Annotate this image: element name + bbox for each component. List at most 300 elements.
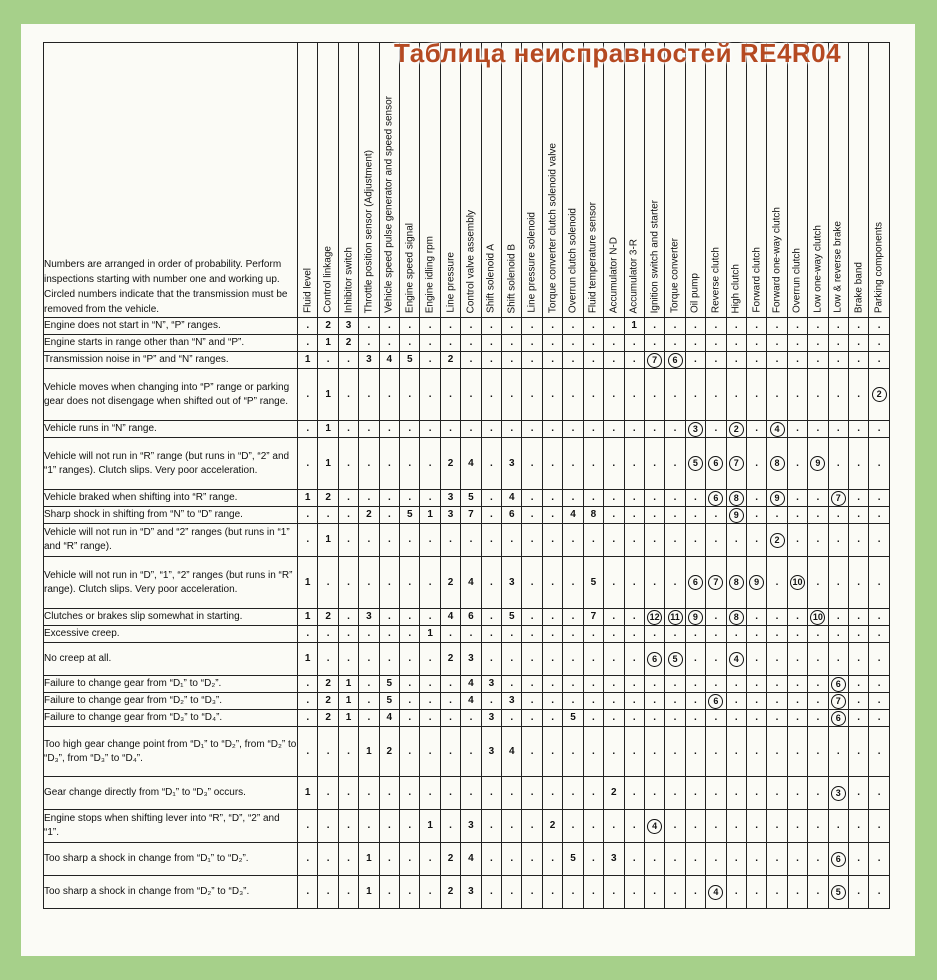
value-cell: . [685,710,705,727]
value-cell: . [644,710,664,727]
value-cell: . [359,369,379,421]
value-cell: . [583,777,603,810]
value-cell: . [746,318,766,335]
value-cell: . [685,369,705,421]
value-cell: 2 [440,352,460,369]
value-cell [685,438,705,490]
value-cell: . [400,490,420,507]
value-cell: . [359,626,379,643]
value-cell: . [808,352,828,369]
column-header-label: Throttle position sensor (Adjustment) [363,149,375,313]
symptom-cell: Vehicle runs in “N” range. [44,421,298,438]
value-cell: . [502,876,522,909]
table-row [44,810,890,843]
column-header [542,43,562,318]
value-cell: . [685,676,705,693]
symptom-cell: Failure to change gear from “D₁” to “D₂”. [44,676,298,693]
value-cell: . [359,490,379,507]
value-cell: . [685,318,705,335]
value-cell: . [359,777,379,810]
circled-number: 6 [647,652,662,667]
value-cell: . [624,777,644,810]
value-cell: . [298,626,318,643]
symptom-cell: Vehicle braked when shifting into “R” range. [44,490,298,507]
value-cell: . [644,693,664,710]
table-row [44,421,890,438]
value-cell: . [746,490,766,507]
value-cell: . [848,727,868,777]
value-cell: . [685,490,705,507]
value-cell: . [828,643,848,676]
value-cell: . [420,335,440,352]
value-cell [828,710,848,727]
value-cell: . [420,843,440,876]
value-cell: . [461,352,481,369]
value-cell: . [869,727,889,777]
value-cell [644,609,664,626]
value-cell: . [563,352,583,369]
value-cell: . [502,810,522,843]
value-cell: . [644,777,664,810]
value-cell: . [604,876,624,909]
value-cell: . [583,643,603,676]
value-cell [828,876,848,909]
value-cell: . [767,557,787,609]
value-cell: . [848,643,868,676]
value-cell: . [787,876,807,909]
column-header [726,43,746,318]
value-cell: 4 [379,352,399,369]
value-cell: . [461,524,481,557]
value-cell: . [542,676,562,693]
value-cell: . [828,318,848,335]
value-cell: 1 [359,727,379,777]
value-cell: . [420,490,440,507]
value-cell: . [787,507,807,524]
value-cell: . [869,524,889,557]
value-cell: . [848,626,868,643]
circled-number: 9 [688,610,703,625]
value-cell: . [379,335,399,352]
value-cell: . [542,352,562,369]
value-cell: . [583,810,603,843]
value-cell: . [318,507,338,524]
value-cell: . [359,693,379,710]
value-cell: . [522,876,542,909]
value-cell [767,524,787,557]
value-cell: . [685,810,705,843]
symptom-cell: Too high gear change point from “D₁” to “D₂”, from “D₂” to “D₃”, from “D₃” to “D₄”. [44,727,298,777]
value-cell: . [298,318,318,335]
value-cell: . [583,710,603,727]
value-cell: . [746,369,766,421]
value-cell: . [481,421,501,438]
value-cell: . [298,676,318,693]
column-header-label: Inhibitor switch [343,246,355,313]
value-cell: . [665,710,685,727]
column-header [604,43,624,318]
value-cell: 6 [502,507,522,524]
circled-number: 7 [647,353,662,368]
value-cell: 5 [461,490,481,507]
value-cell: . [420,369,440,421]
value-cell: . [440,421,460,438]
value-cell: . [400,676,420,693]
value-cell: . [379,507,399,524]
table-row [44,507,890,524]
value-cell: . [746,438,766,490]
column-header-label: Overrun clutch [791,247,803,313]
value-cell: 1 [318,438,338,490]
value-cell: . [808,810,828,843]
column-header-label: Parking components [873,221,885,313]
value-cell: . [706,335,726,352]
value-cell: 4 [502,727,522,777]
value-cell: . [522,557,542,609]
value-cell: . [808,335,828,352]
symptom-cell: Vehicle moves when changing into “P” range or parking gear does not disengage when shifted out of “P” range. [44,369,298,421]
value-cell: . [828,609,848,626]
symptom-cell: Too sharp a shock in change from “D₁” to “D₂”. [44,843,298,876]
value-cell: . [685,843,705,876]
value-cell: . [644,557,664,609]
value-cell: . [808,710,828,727]
value-cell: . [461,335,481,352]
value-cell: . [481,876,501,909]
value-cell: . [440,318,460,335]
value-cell: . [338,609,358,626]
value-cell: . [400,438,420,490]
value-cell: . [502,843,522,876]
value-cell: . [400,318,420,335]
value-cell: . [665,369,685,421]
value-cell: . [502,643,522,676]
table-row [44,676,890,693]
column-header [298,43,318,318]
value-cell: . [481,318,501,335]
value-cell: . [481,352,501,369]
value-cell: . [522,438,542,490]
column-header-label: Shift solenoid B [506,243,518,313]
circled-number: 4 [708,885,723,900]
value-cell: . [604,609,624,626]
value-cell [685,421,705,438]
value-cell: 2 [318,676,338,693]
troubleshooting-table-sheet [43,42,889,942]
value-cell: . [461,777,481,810]
value-cell: . [420,609,440,626]
value-cell: . [685,626,705,643]
value-cell: . [318,810,338,843]
column-header [379,43,399,318]
column-header [665,43,685,318]
circled-number: 6 [668,353,683,368]
value-cell: . [420,352,440,369]
value-cell: . [787,626,807,643]
value-cell: . [542,524,562,557]
value-cell: . [379,626,399,643]
column-header-label: Shift solenoid A [485,244,497,313]
value-cell: . [522,490,542,507]
value-cell: . [563,490,583,507]
value-cell: . [644,318,664,335]
circled-number: 3 [831,786,846,801]
value-cell: 1 [420,626,440,643]
value-cell: 1 [298,609,318,626]
value-cell: . [379,490,399,507]
value-cell: . [298,335,318,352]
value-cell: . [298,727,318,777]
column-header [318,43,338,318]
value-cell: . [359,421,379,438]
value-cell: . [461,369,481,421]
value-cell: 3 [502,438,522,490]
value-cell: . [644,843,664,876]
value-cell: . [440,676,460,693]
value-cell: . [563,557,583,609]
value-cell: . [542,490,562,507]
column-header [869,43,889,318]
value-cell: . [400,727,420,777]
value-cell: . [706,643,726,676]
value-cell: . [848,335,868,352]
value-cell: . [522,693,542,710]
value-cell: . [767,369,787,421]
value-cell: 3 [461,810,481,843]
symptom-cell: Sharp shock in shifting from “N” to “D” range. [44,507,298,524]
value-cell [828,490,848,507]
value-cell: . [685,777,705,810]
value-cell: . [869,421,889,438]
value-cell: . [604,693,624,710]
value-cell: . [522,810,542,843]
value-cell [665,643,685,676]
value-cell: . [338,369,358,421]
value-cell: . [604,318,624,335]
value-cell: 1 [420,810,440,843]
value-cell: . [726,693,746,710]
value-cell: . [767,318,787,335]
value-cell: . [583,318,603,335]
circled-number: 5 [668,652,683,667]
value-cell [767,490,787,507]
value-cell [665,609,685,626]
value-cell: . [481,507,501,524]
value-cell: . [624,369,644,421]
value-cell: . [563,777,583,810]
value-cell: 1 [298,352,318,369]
value-cell: . [440,524,460,557]
value-cell: . [461,421,481,438]
column-header-label: Oil pump [689,272,701,313]
value-cell [828,843,848,876]
value-cell: . [338,810,358,843]
value-cell: . [848,693,868,710]
value-cell: . [869,609,889,626]
value-cell: . [848,557,868,609]
column-header [400,43,420,318]
value-cell: 2 [318,318,338,335]
value-cell: . [583,335,603,352]
value-cell: . [583,438,603,490]
circled-number: 2 [872,387,887,402]
column-header [746,43,766,318]
value-cell [726,609,746,626]
value-cell: . [542,557,562,609]
value-cell: . [542,438,562,490]
value-cell: . [787,727,807,777]
value-cell: . [848,710,868,727]
value-cell: 3 [502,693,522,710]
column-header [583,43,603,318]
value-cell: . [583,421,603,438]
value-cell: . [726,352,746,369]
value-cell: 5 [502,609,522,626]
value-cell: 1 [624,318,644,335]
value-cell: . [604,810,624,843]
value-cell: 1 [338,676,358,693]
value-cell: . [624,710,644,727]
value-cell: . [379,777,399,810]
value-cell: . [298,524,318,557]
value-cell: 2 [440,438,460,490]
value-cell: . [379,557,399,609]
value-cell: . [359,438,379,490]
value-cell: . [359,335,379,352]
value-cell [808,609,828,626]
value-cell: . [869,352,889,369]
circled-number: 4 [647,819,662,834]
value-cell: . [869,557,889,609]
value-cell: . [787,352,807,369]
column-header [787,43,807,318]
value-cell: . [522,727,542,777]
table-row [44,643,890,676]
value-cell: . [400,843,420,876]
value-cell: . [869,693,889,710]
value-cell: . [746,810,766,843]
column-header-label: Engine idling rpm [424,235,436,313]
circled-number: 12 [647,610,662,625]
symptom-cell: Excessive creep. [44,626,298,643]
value-cell: 1 [298,643,318,676]
value-cell: . [461,710,481,727]
value-cell: . [379,318,399,335]
column-header-label: Forward one-way clutch [771,206,783,313]
value-cell: . [359,810,379,843]
column-header-label: Engine speed signal [404,222,416,313]
value-cell: 5 [563,843,583,876]
value-cell: 2 [440,876,460,909]
value-cell: . [481,490,501,507]
value-cell: 5 [583,557,603,609]
value-cell: . [746,626,766,643]
value-cell: . [767,693,787,710]
table-row [44,693,890,710]
value-cell: 1 [318,335,338,352]
value-cell: . [502,626,522,643]
value-cell: 3 [481,710,501,727]
circled-number: 6 [708,491,723,506]
value-cell: . [726,318,746,335]
circled-number: 8 [770,456,785,471]
column-header-label: Brake band [853,261,865,313]
value-cell: . [787,369,807,421]
value-cell: . [298,810,318,843]
value-cell: . [848,318,868,335]
value-cell: . [685,335,705,352]
column-header-label: Low one-way clutch [812,225,824,313]
table-row [44,335,890,352]
value-cell: . [400,777,420,810]
value-cell: . [848,507,868,524]
value-cell: 5 [400,507,420,524]
value-cell: . [481,609,501,626]
value-cell: . [563,318,583,335]
value-cell: . [420,693,440,710]
column-header [338,43,358,318]
value-cell: . [379,810,399,843]
value-cell: 5 [563,710,583,727]
value-cell: . [848,810,868,843]
value-cell: . [522,507,542,524]
value-cell: . [787,490,807,507]
value-cell: . [746,643,766,676]
value-cell [767,438,787,490]
value-cell: . [685,507,705,524]
column-header [828,43,848,318]
value-cell: . [563,876,583,909]
value-cell: . [502,777,522,810]
circled-number: 2 [770,533,785,548]
value-cell: . [828,524,848,557]
circled-number: 10 [790,575,805,590]
value-cell: 1 [318,524,338,557]
value-cell [787,557,807,609]
table-row [44,727,890,777]
value-cell: . [726,810,746,843]
value-cell: . [767,643,787,676]
value-cell: . [767,710,787,727]
circled-number: 10 [810,610,825,625]
value-cell: 3 [604,843,624,876]
value-cell: 2 [359,507,379,524]
value-cell: 1 [338,693,358,710]
value-cell: . [604,557,624,609]
column-header-label: Control linkage [322,246,334,313]
value-cell: 6 [461,609,481,626]
value-cell: . [665,507,685,524]
value-cell: . [624,626,644,643]
page-title: Таблица неисправностей RE4R04 [394,38,842,68]
value-cell: . [338,352,358,369]
value-cell: . [624,876,644,909]
value-cell [828,676,848,693]
value-cell: . [400,335,420,352]
value-cell: . [869,810,889,843]
value-cell: . [644,507,664,524]
value-cell: . [481,693,501,710]
value-cell: . [522,676,542,693]
value-cell: . [379,524,399,557]
table-row [44,557,890,609]
value-cell: 5 [379,693,399,710]
column-header-label: Ignition switch and starter [649,199,661,313]
value-cell: . [481,626,501,643]
value-cell: . [787,843,807,876]
value-cell: . [787,318,807,335]
value-cell: . [706,524,726,557]
